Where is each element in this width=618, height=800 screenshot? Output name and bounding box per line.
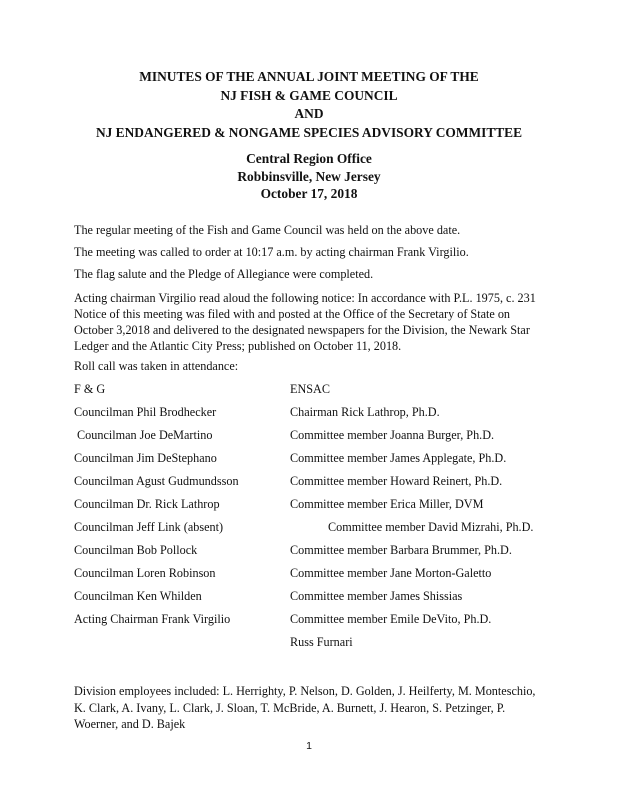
meeting-location <box>0 150 618 203</box>
title-line-3: AND <box>294 106 324 121</box>
ensac-member: Committee member David Mizrahi, Ph.D. <box>328 520 534 534</box>
fg-member: Councilman Phil Brodhecker <box>74 405 217 419</box>
fg-member: Acting Chairman Frank Virgilio <box>74 612 231 626</box>
ensac-member: Committee member Joanna Burger, Ph.D. <box>290 428 495 442</box>
title-line-1: MINUTES OF THE ANNUAL JOINT MEETING OF THE <box>139 69 479 84</box>
paragraph-called-to-order: The meeting was called to order at 10:17 a.m. by acting chairman Frank Virgilio. <box>74 245 469 259</box>
fg-column-header: F & G <box>74 382 106 396</box>
ensac-member: Committee member Howard Reinert, Ph.D. <box>290 474 503 488</box>
city-name: Robbinsville, New Jersey <box>237 168 381 184</box>
ensac-member: Committee member Barbara Brummer, Ph.D. <box>290 543 512 557</box>
office-name: Central Region Office <box>246 151 372 166</box>
document-title <box>0 68 618 142</box>
ensac-member: Committee member James Applegate, Ph.D. <box>290 451 507 465</box>
paragraph-roll-call: Roll call was taken in attendance: <box>74 359 239 373</box>
paragraph-flag-salute: The flag salute and the Pledge of Allegiance were completed. <box>74 267 374 281</box>
ensac-member: Committee member Jane Morton-Galetto <box>290 566 492 580</box>
fg-member: Councilman Jeff Link (absent) <box>74 520 224 534</box>
paragraph-division-employees: Division employees included: L. Herrighty, P. Nelson, D. Golden, J. Heilferty, M. Monteschio, K. Clark, A. Ivany, L. Clark, J. Sloan, T. McBride, A. Burnett, J. Hearon, S. Petzinger, P. Woerner, and D. Bajek <box>74 684 536 731</box>
fg-member: Councilman Jim DeStephano <box>74 451 217 465</box>
fg-member: Councilman Dr. Rick Lathrop <box>74 497 220 511</box>
paragraph-notice: Acting chairman Virgilio read aloud the following notice: In accordance with P.L. 1975, c. 231 Notice of this meeting was filed with and posted at the Office of the Secretary of State on October 3,2018 and delivered to the designated newspapers for the Division, the Newark Star Ledger and the Atlantic City Press; published on October 11, 2018. <box>74 291 536 353</box>
paragraph-meeting-held: The regular meeting of the Fish and Game Council was held on the above date. <box>74 223 461 237</box>
ensac-member: Chairman Rick Lathrop, Ph.D. <box>290 405 440 419</box>
fg-member: Councilman Bob Pollock <box>74 543 198 557</box>
page-number: 1 <box>306 740 312 752</box>
ensac-member: Committee member James Shissias <box>290 589 463 603</box>
fg-member: Councilman Loren Robinson <box>74 566 216 580</box>
title-line-4: NJ ENDANGERED & NONGAME SPECIES ADVISORY COMMITTEE <box>95 124 523 140</box>
fg-member: Councilman Ken Whilden <box>74 589 202 603</box>
ensac-member: Committee member Erica Miller, DVM <box>290 497 484 511</box>
meeting-date: October 17, 2018 <box>260 186 358 201</box>
ensac-member: Russ Furnari <box>290 635 353 649</box>
ensac-member: Committee member Emile DeVito, Ph.D. <box>290 612 492 626</box>
title-line-2: NJ FISH & GAME COUNCIL <box>220 87 398 103</box>
fg-member: Councilman Agust Gudmundsson <box>74 474 239 488</box>
fg-member: Councilman Joe DeMartino <box>74 428 213 442</box>
ensac-column-header: ENSAC <box>290 382 330 396</box>
